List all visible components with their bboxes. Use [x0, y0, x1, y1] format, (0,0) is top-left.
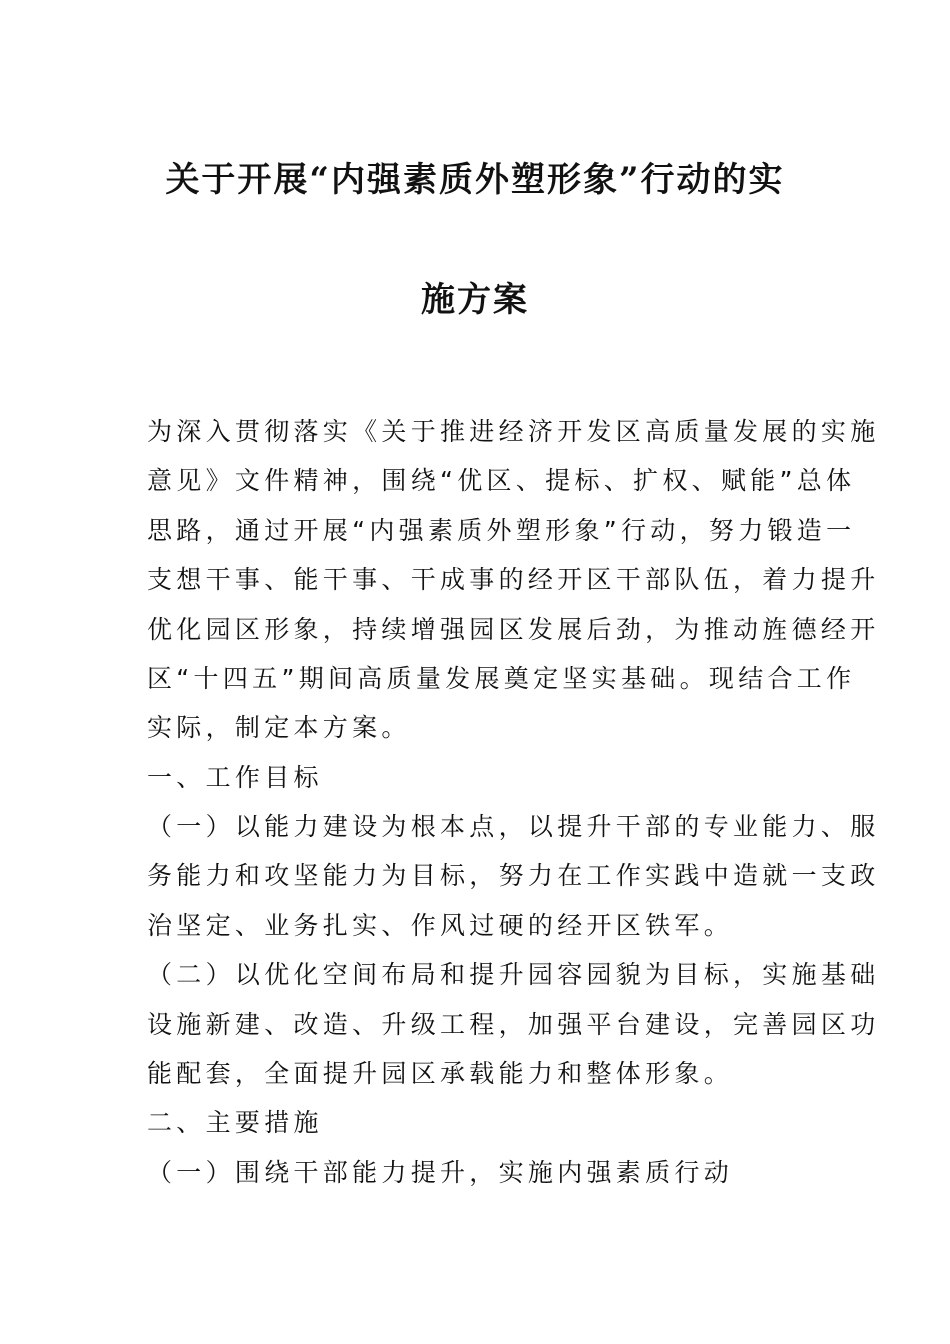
body-line-6: 区“十四五”期间高质量发展奠定坚实基础。现结合工作: [147, 664, 856, 693]
body-line-11: 治坚定、业务扎实、作风过硬的经开区铁军。: [147, 911, 734, 940]
body-line-14: 能配套，全面提升园区承载能力和整体形象。: [147, 1059, 734, 1088]
body-line-10: 务能力和攻坚能力为目标，努力在工作实践中造就一支政: [147, 861, 880, 890]
document-title-line-1: 关于开展“内强素质外塑形象”行动的实: [165, 160, 785, 200]
body-line-9: （一）以能力建设为根本点，以提升干部的专业能力、服: [147, 812, 880, 841]
body-line-12: （二）以优化空间布局和提升园容园貌为目标，实施基础: [147, 960, 880, 989]
body-line-3: 思路，通过开展“内强素质外塑形象”行动，努力锻造一: [147, 516, 856, 545]
body-line-7: 实际，制定本方案。: [147, 713, 411, 742]
body-line-5: 优化园区形象，持续增强园区发展后劲，为推动旌德经开: [147, 615, 880, 644]
body-line-4: 支想干事、能干事、干成事的经开区干部队伍，着力提升: [147, 565, 880, 594]
body-line-2: 意见》文件精神，围绕“优区、提标、扩权、赋能”总体: [147, 466, 856, 495]
body-line-16: （一）围绕干部能力提升，实施内强素质行动: [147, 1158, 734, 1187]
section-heading-measures: 二、主要措施: [147, 1108, 323, 1137]
document-title-line-2: 施方案: [421, 280, 529, 320]
body-line-1: 为深入贯彻落实《关于推进经济开发区高质量发展的实施: [147, 417, 880, 446]
body-line-13: 设施新建、改造、升级工程，加强平台建设，完善园区功: [147, 1010, 880, 1039]
section-heading-goals: 一、工作目标: [147, 763, 323, 792]
